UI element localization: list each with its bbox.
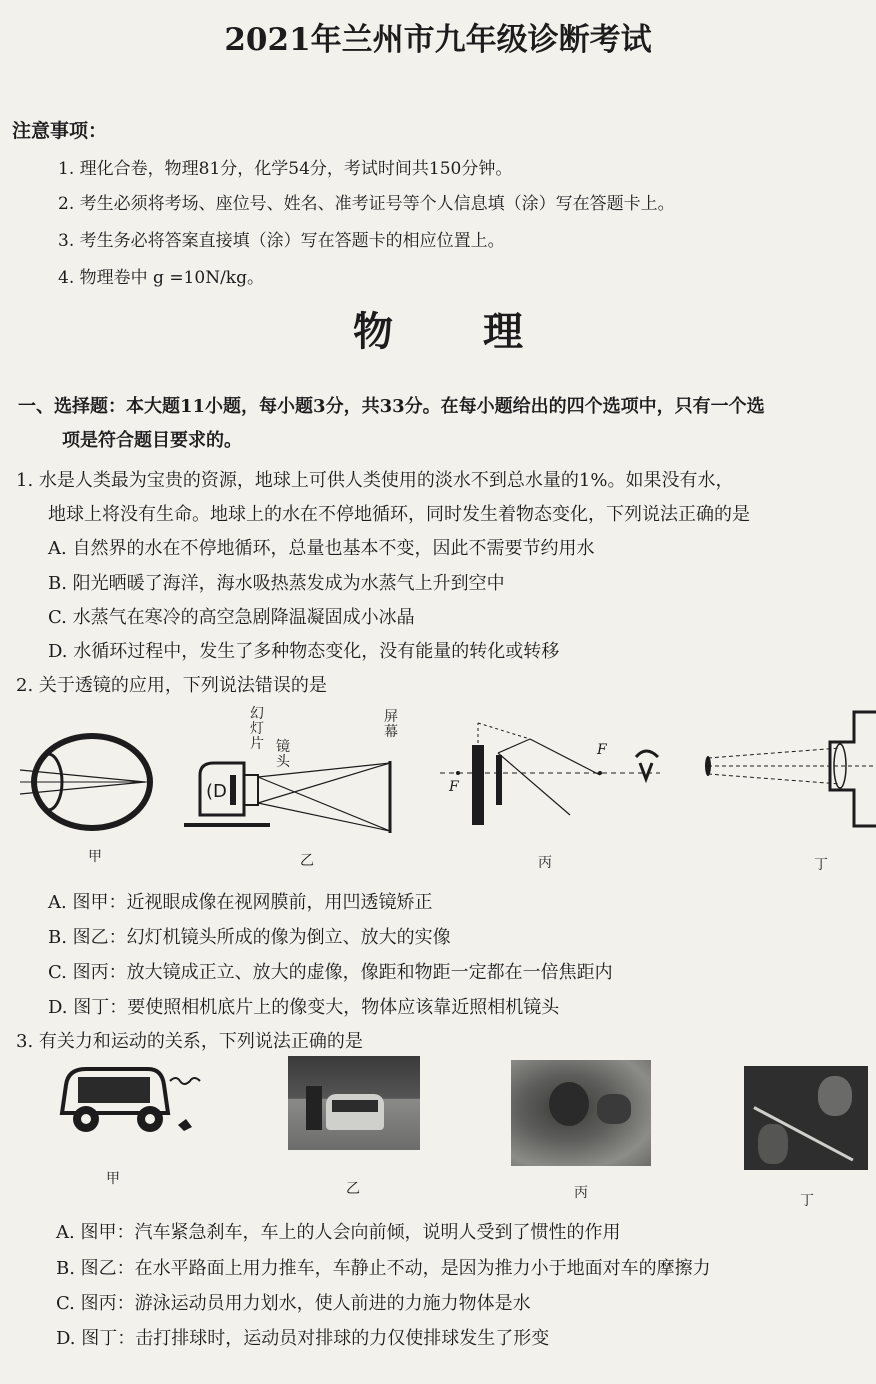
q2-label-lens: 镜头 xyxy=(276,739,290,770)
q2-stem: 2. 关于透镜的应用，下列说法错误的是 xyxy=(16,675,327,696)
q2-figure-bing-magnifier xyxy=(440,715,670,830)
q2-option-d: D. 图丁：要使照相机底片上的像变大，物体应该靠近照相机镜头 xyxy=(48,997,560,1018)
q1-option-d: D. 水循环过程中，发生了多种物态变化，没有能量的转化或转移 xyxy=(48,641,560,662)
q2-label-screen: 屏幕 xyxy=(384,709,398,740)
exam-title: 2021年兰州市九年级诊断考试 xyxy=(224,22,652,58)
q3-caption-bing: 丙 xyxy=(574,1185,588,1201)
section-heading: 一、选择题：本大题11小题，每小题3分，共33分。在每小题给出的四个选项中，只有一个选 xyxy=(18,396,765,417)
q2-label-focus-left: F xyxy=(449,779,459,795)
q3-photo-yi-push-car xyxy=(288,1056,420,1150)
q3-option-a: A. 图甲：汽车紧急刹车，车上的人会向前倾，说明人受到了惯性的作用 xyxy=(56,1222,621,1243)
q2-label-focus-right: F xyxy=(597,742,607,758)
q2-caption-ding: 丁 xyxy=(814,857,828,873)
notice-item-3: 3. 考生务必将答案直接填（涂）写在答题卡的相应位置上。 xyxy=(58,231,505,251)
notice-item-1: 1. 理化合卷，物理81分，化学54分，考试时间共150分钟。 xyxy=(58,159,513,179)
notice-item-2: 2. 考生必须将考场、座位号、姓名、准考证号等个人信息填（涂）写在答题卡上。 xyxy=(58,194,675,214)
q2-caption-bing: 丙 xyxy=(538,855,552,871)
q2-figure-ding-camera xyxy=(700,708,876,833)
q2-label-slide: 幻灯片 xyxy=(250,706,264,752)
q2-figure-jia-eye xyxy=(20,730,160,840)
q1-option-b: B. 阳光晒暖了海洋，海水吸热蒸发成为水蒸气上升到空中 xyxy=(48,573,505,594)
q3-photo-bing-swimmer xyxy=(511,1060,651,1166)
section-heading-cont: 项是符合题目要求的。 xyxy=(62,430,242,451)
subject-title: 物理 xyxy=(353,308,613,355)
q2-option-b: B. 图乙：幻灯机镜头所成的像为倒立、放大的实像 xyxy=(48,927,451,948)
notice-item-4: 4. 物理卷中 g =10N/kg。 xyxy=(58,268,264,288)
q3-option-b: B. 图乙：在水平路面上用力推车，车静止不动，是因为推力小于地面对车的摩擦力 xyxy=(56,1258,711,1279)
q3-stem: 3. 有关力和运动的关系，下列说法正确的是 xyxy=(16,1031,363,1052)
q3-option-d: D. 图丁：击打排球时，运动员对排球的力仅使排球发生了形变 xyxy=(56,1328,550,1349)
notice-heading: 注意事项： xyxy=(12,120,108,142)
q1-stem: 1. 水是人类最为宝贵的资源，地球上可供人类使用的淡水不到总水量的1%。如果没有水， xyxy=(16,470,734,491)
q3-caption-ding: 丁 xyxy=(800,1193,814,1209)
q2-caption-yi: 乙 xyxy=(300,853,314,869)
q2-option-a: A. 图甲：近视眼成像在视网膜前，用凹透镜矫正 xyxy=(48,892,433,913)
q3-caption-jia: 甲 xyxy=(106,1171,120,1187)
q1-stem-cont: 地球上将没有生命。地球上的水在不停地循环，同时发生着物态变化，下列说法正确的是 xyxy=(48,504,750,525)
q1-option-a: A. 自然界的水在不停地循环，总量也基本不变，因此不需要节约用水 xyxy=(48,538,595,559)
q1-option-c: C. 水蒸气在寒冷的高空急剧降温凝固成小冰晶 xyxy=(48,607,415,628)
q2-caption-jia: 甲 xyxy=(88,849,102,865)
q3-photo-ding-volleyball xyxy=(744,1066,868,1170)
q3-caption-yi: 乙 xyxy=(346,1181,360,1197)
svg-text:(D: (D xyxy=(206,781,227,802)
q3-figure-jia-car xyxy=(52,1055,202,1145)
q3-option-c: C. 图丙：游泳运动员用力划水，使人前进的力施力物体是水 xyxy=(56,1293,531,1314)
q2-option-c: C. 图丙：放大镜成正立、放大的虚像，像距和物距一定都在一倍焦距内 xyxy=(48,962,613,983)
